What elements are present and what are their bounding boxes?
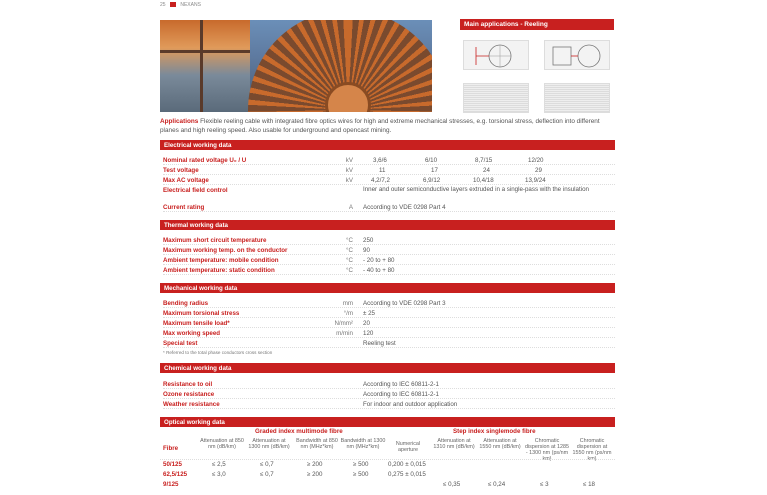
row-value: According to VDE 0298 Part 4 — [363, 204, 446, 211]
table-row — [163, 256, 615, 265]
col-header: Numerical aperture — [395, 441, 421, 453]
row-value: 20 — [363, 320, 370, 327]
row-unit: m/min — [336, 330, 353, 337]
divider — [160, 459, 615, 460]
table-row — [163, 390, 615, 399]
row-value: ± 25 — [363, 310, 375, 317]
fibre-label: 62,5/125 — [163, 471, 188, 478]
row-value: For indoor and outdoor application — [363, 401, 458, 408]
cell-value: ≤ 18 — [583, 481, 595, 488]
row-value: 12/20 — [528, 157, 544, 164]
row-unit: mm — [342, 300, 353, 307]
section-electrical: Electrical working data — [160, 140, 615, 150]
applications-text — [160, 117, 616, 135]
crane-structure — [160, 20, 250, 112]
row-value: 3,6/6 — [373, 157, 387, 164]
table-row — [163, 400, 615, 409]
row-value: According to IEC 60811-2-1 — [363, 381, 439, 388]
row-label: Nominal rated voltage U₀ / U — [163, 157, 247, 164]
row-label: Ambient temperature: static condition — [163, 267, 275, 274]
row-unit: °C — [346, 237, 353, 244]
table-row — [163, 299, 615, 308]
reeling-diagram-2 — [544, 40, 610, 70]
row-label: Maximum tensile load* — [163, 320, 230, 327]
row-label: Electrical field control — [163, 187, 228, 194]
applications-label: Applications — [160, 118, 199, 125]
row-value: 6,9/12 — [423, 177, 441, 184]
cell-value: 0,200 ± 0,015 — [388, 461, 426, 468]
row-unit: °C — [346, 267, 353, 274]
cell-value: ≥ 200 — [307, 461, 323, 468]
table-row — [163, 186, 615, 204]
row-value: - 20 to + 80 — [363, 257, 395, 264]
row-value: 24 — [483, 167, 490, 174]
col-header: Bandwidth at 850 nm (MHz*km) — [296, 438, 338, 450]
footnote: * Referred to the total phase conductors cross section — [163, 350, 273, 355]
reel-sketch-icon — [464, 41, 530, 71]
row-unit: kV — [345, 157, 353, 164]
col-fibre: Fibre — [163, 445, 179, 452]
row-value: 11 — [379, 167, 386, 174]
row-value: 13,9/24 — [525, 177, 546, 184]
row-value: 17 — [431, 167, 438, 174]
brand-name: NEXANS — [180, 2, 201, 8]
section-optical: Optical working data — [160, 417, 615, 427]
row-value: 29 — [535, 167, 542, 174]
page-number: 25 — [160, 2, 166, 8]
cell-value: ≥ 500 — [353, 471, 369, 478]
cell-value: ≤ 0,7 — [260, 461, 274, 468]
row-unit: A — [348, 204, 353, 211]
cell-value: ≥ 200 — [307, 471, 323, 478]
row-value: 120 — [363, 330, 374, 337]
table-row — [163, 319, 615, 328]
col-header: Attenuation at 850 nm (dB/km) — [200, 438, 244, 450]
cell-value: ≤ 0,7 — [260, 471, 274, 478]
row-label: Max AC voltage — [163, 177, 209, 184]
reeling-diagram-1 — [463, 40, 529, 70]
table-row — [163, 339, 615, 348]
row-label: Maximum torsional stress — [163, 310, 240, 317]
table-row — [163, 309, 615, 318]
product-photo — [160, 20, 432, 112]
table-row — [163, 329, 615, 338]
applications-header: Main applications - Reeling — [460, 19, 614, 30]
cell-value: ≤ 2,5 — [212, 461, 226, 468]
row-label: Resistance to oil — [163, 381, 213, 388]
cell-value: ≥ 500 — [353, 461, 369, 468]
group-multimode: Graded index multimode fibre — [255, 428, 343, 435]
section-thermal: Thermal working data — [160, 220, 615, 230]
row-value: - 40 to + 80 — [363, 267, 395, 274]
table-row — [163, 166, 615, 175]
group-singlemode: Step index singlemode fibre — [453, 428, 536, 435]
table-row — [163, 176, 615, 185]
col-header: Bandwidth at 1300 nm (MHz*km) — [340, 438, 386, 450]
row-unit: °C — [346, 247, 353, 254]
brand-logo-icon — [170, 2, 176, 7]
table-row — [163, 266, 615, 275]
row-label: Special test — [163, 340, 198, 347]
row-value: 250 — [363, 237, 374, 244]
row-unit: °C — [346, 257, 353, 264]
col-header: Attenuation at 1310 nm (dB/km) — [433, 438, 475, 450]
row-unit: kV — [345, 177, 353, 184]
reeling-photo-2 — [544, 83, 610, 113]
col-header: Attenuation at 1550 nm (dB/km) — [479, 438, 521, 450]
row-label: Ambient temperature: mobile condition — [163, 257, 279, 264]
row-label: Maximum short circuit temperature — [163, 237, 267, 244]
table-row — [163, 246, 615, 255]
row-unit: N/mm² — [334, 320, 353, 327]
fibre-label: 9/125 — [163, 481, 179, 488]
cell-value: ≤ 3 — [540, 481, 549, 488]
row-label: Ozone resistance — [163, 391, 215, 398]
row-value: 8,7/15 — [475, 157, 493, 164]
table-row — [163, 236, 615, 245]
row-value: 90 — [363, 247, 370, 254]
row-label: Maximum working temp. on the conductor — [163, 247, 288, 254]
row-unit: kV — [345, 167, 353, 174]
crane-beam — [200, 20, 203, 112]
page-header — [160, 2, 201, 8]
row-value: 6/10 — [425, 157, 438, 164]
section-mechanical: Mechanical working data — [160, 283, 615, 293]
row-label: Test voltage — [163, 167, 199, 174]
section-chemical: Chemical working data — [160, 363, 615, 373]
row-unit: °/m — [343, 310, 353, 317]
cell-value: ≤ 0,35 — [443, 481, 461, 488]
fibre-label: 50/125 — [163, 461, 182, 468]
row-value: 10,4/18 — [473, 177, 494, 184]
row-label: Bending radius — [163, 300, 209, 307]
row-label: Weather resistance — [163, 401, 220, 408]
table-row — [163, 203, 615, 212]
table-row — [163, 380, 615, 389]
col-header: Attenuation at 1300 nm (dB/km) — [248, 438, 290, 450]
reel-sketch-icon — [545, 41, 611, 71]
row-value: According to VDE 0298 Part 3 — [363, 300, 446, 307]
row-value: Inner and outer semiconductive layers extruded in a single-pass with the insulation — [363, 186, 589, 193]
applications-body: Flexible reeling cable with integrated fibre optics wires for high and extreme mechanical stresses, e.g. torsional stress, deflection into different planes and high reeling speed. Also usable for underground and opencast mining. — [160, 118, 600, 134]
table-row — [163, 156, 615, 165]
cell-value: ≤ 3,0 — [212, 471, 226, 478]
row-value: According to IEC 60811-2-1 — [363, 391, 439, 398]
col-header: Chromatic dispersion at 1550 nm (ps/nm km) — [572, 438, 612, 462]
col-header: Chromatic dispersion at 1285 - 1300 nm (ps/nm km) — [524, 438, 570, 462]
cell-value: ≤ 0,24 — [488, 481, 506, 488]
reeling-photo-1 — [463, 83, 529, 113]
row-label: Current rating — [163, 204, 205, 211]
row-label: Max working speed — [163, 330, 221, 337]
crane-beam — [160, 50, 250, 53]
row-value: Reeling test — [363, 340, 396, 347]
row-value: 4,2/7,2 — [371, 177, 390, 184]
cell-value: 0,275 ± 0,015 — [388, 471, 426, 478]
